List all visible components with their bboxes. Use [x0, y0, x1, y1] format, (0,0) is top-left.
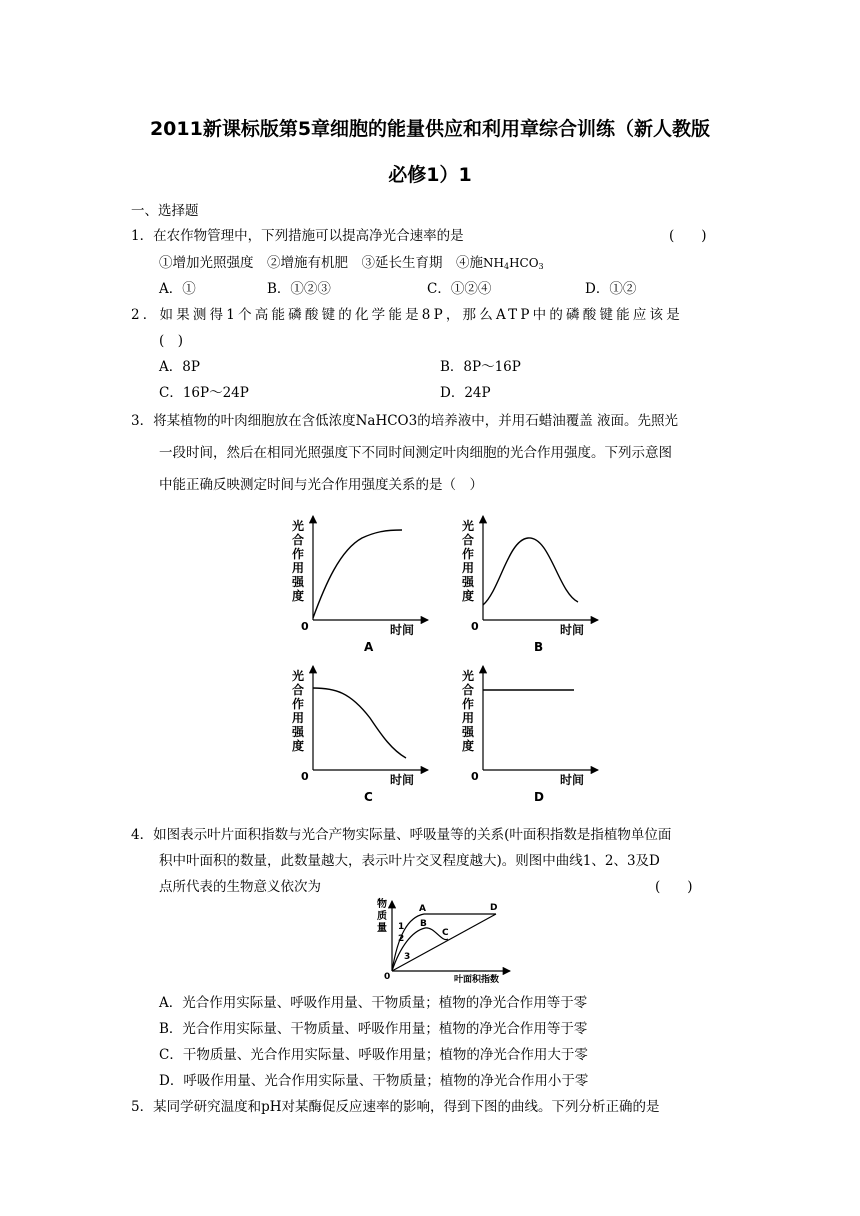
q3-graph-a-ylabel-char: 用	[292, 561, 305, 575]
q1-option-d: D．①②	[585, 281, 637, 297]
q3-line-2: 一段时间，然后在相同光照强度下不同时间测定叶肉细胞的光合作用强度。下列示意图	[159, 445, 672, 461]
q3-graph-a-curve	[313, 530, 402, 618]
q4-curve-label-2: 2	[398, 934, 405, 944]
q4-point-a: A	[419, 904, 426, 914]
q1-measures-text: ①增加光照强度 ②增施有机肥 ③延长生育期 ④施	[159, 255, 483, 271]
q3-graph-c-ylabel-char: 光	[292, 669, 305, 683]
q1-fertilizer-sub-3: 3	[538, 262, 544, 271]
q4-curve-label-3: 3	[404, 952, 411, 962]
q4-point-c: C	[442, 928, 449, 938]
q4-point-d: D	[490, 903, 498, 913]
q4-line-1: 4．如图表示叶片面积指数与光合产物实际量、呼吸量等的关系(叶面积指数是指植物单位面	[131, 827, 672, 843]
document-title-line-1: 2011新课标版第5章细胞的能量供应和利用章综合训练（新人教版	[149, 118, 711, 140]
section-heading: 一、选择题	[131, 203, 199, 219]
q2-stem: 2．如果测得1个高能磷酸键的化学能是8P，那么ATP中的磷酸键能应该是	[131, 307, 683, 323]
q3-line-1: 3．将某植物的叶肉细胞放在含低浓度NaHCO3的培养液中，并用石蜡油覆盖 液面。先照光	[131, 413, 678, 429]
q3-graph-c-xlabel: 时间	[390, 773, 415, 787]
q4-ylabel-2: 质	[377, 911, 387, 922]
q1-fertilizer-nh: NH	[483, 256, 504, 270]
q3-graph-b-origin: 0	[471, 620, 479, 633]
q1-answer-paren: ( )	[669, 228, 707, 244]
q3-graph-b-xlabel: 时间	[560, 623, 585, 637]
q3-graph-c-origin: 0	[301, 770, 309, 783]
q3-graph-d-ylabel-char: 合	[462, 683, 475, 697]
q4-point-b: B	[420, 919, 427, 929]
q2-stem-paren: ( )	[159, 333, 184, 349]
q3-graph-d	[461, 666, 598, 804]
q3-graph-c-ylabel-char: 用	[292, 711, 305, 725]
q1-measures	[159, 251, 544, 271]
q4-ylabel-1: 物	[377, 899, 387, 910]
q5-line-1: 5．某同学研究温度和pH对某酶促反应速率的影响，得到下图的曲线。下列分析正确的是	[131, 1099, 660, 1115]
q1-fertilizer-sub-4: 4	[503, 262, 510, 271]
q3-graph-b-ylabel-char: 作	[462, 547, 475, 561]
q3-graph-b-ylabel-char: 合	[462, 533, 475, 547]
q4-curve-3	[392, 914, 496, 971]
q4-option-c: C．干物质量、光合作用实际量、呼吸作用量；植物的净光合作用大于零	[159, 1047, 588, 1063]
q3-graph-d-origin: 0	[471, 770, 479, 783]
q4-line-2: 积中叶面积的数量，此数量越大，表示叶片交叉程度越大)。则图中曲线1、2、3及D	[159, 853, 660, 869]
q4-graph-figure	[370, 895, 520, 985]
q3-graph-a	[291, 516, 428, 654]
q2-option-a: A．8P	[159, 359, 200, 375]
q3-graph-d-ylabel-char: 度	[462, 739, 475, 753]
q3-graph-d-ylabel-char: 光	[462, 669, 475, 683]
q4-option-a: A．光合作用实际量、呼吸作用量、干物质量；植物的净光合作用等于零	[159, 995, 588, 1011]
q3-graph-a-ylabel-char: 作	[292, 547, 305, 561]
q4-line-3: 点所代表的生物意义依次为	[159, 879, 321, 895]
q2-option-d: D．24P	[440, 385, 491, 401]
q3-graph-c-curve	[313, 688, 406, 758]
q3-graph-c-ylabel-char: 强	[292, 725, 305, 739]
q3-graph-b-label: B	[534, 640, 544, 654]
q3-graph-a-ylabel-char: 强	[292, 575, 305, 589]
q3-graph-c-label: C	[364, 790, 373, 804]
q3-graph-d-ylabel-char: 强	[462, 725, 475, 739]
q4-option-d: D．呼吸作用量、光合作用实际量、干物质量；植物的净光合作用小于零	[159, 1073, 589, 1089]
q3-graph-b	[461, 516, 598, 654]
q3-graph-a-label: A	[364, 640, 374, 654]
q3-line-3: 中能正确反映测定时间与光合作用强度关系的是（ ）	[159, 477, 483, 493]
q3-graph-d-xlabel: 时间	[560, 773, 585, 787]
q3-graph-b-ylabel-char: 强	[462, 575, 475, 589]
q4-option-b: B．光合作用实际量、干物质量、呼吸作用量；植物的净光合作用等于零	[159, 1021, 588, 1037]
q1-fertilizer-hco: HCO	[509, 256, 539, 270]
q3-graph-d-label: D	[534, 790, 544, 804]
q3-graph-d-ylabel-char: 作	[462, 697, 475, 711]
q2-option-c: C．16P～24P	[159, 385, 249, 401]
q4-origin: 0	[384, 972, 391, 982]
q3-graph-a-xlabel: 时间	[390, 623, 415, 637]
document-title-line-2: 必修1）1	[388, 164, 472, 186]
q1-option-b: B．①②③	[267, 281, 331, 297]
q1-option-c: C．①②④	[427, 281, 492, 297]
q3-graph-b-ylabel-char: 度	[462, 589, 475, 603]
q3-graph-c-ylabel-char: 合	[292, 683, 305, 697]
q1-option-a: A．①	[159, 281, 196, 297]
q2-option-b: B．8P～16P	[440, 359, 521, 375]
q3-graphs-figure	[280, 510, 610, 810]
q3-graph-c-ylabel-char: 作	[292, 697, 305, 711]
q4-answer-paren: ( )	[655, 879, 693, 895]
q4-ylabel-3: 量	[377, 923, 387, 934]
q1-stem: 1．在农作物管理中，下列措施可以提高净光合速率的是	[131, 228, 464, 244]
q3-graph-a-origin: 0	[301, 620, 309, 633]
q4-xlabel: 叶面积指数	[454, 975, 500, 985]
q3-graph-a-ylabel-char: 度	[292, 589, 305, 603]
q1-fertilizer	[483, 256, 544, 270]
q3-graph-b-curve	[483, 538, 578, 605]
q3-graph-b-ylabel-char: 光	[462, 519, 475, 533]
q3-graph-b-ylabel-char: 用	[462, 561, 475, 575]
q3-graph-d-ylabel-char: 用	[462, 711, 475, 725]
q3-graph-a-ylabel-char: 合	[292, 533, 305, 547]
q3-graph-c-ylabel-char: 度	[292, 739, 305, 753]
q4-curve-label-1: 1	[398, 922, 405, 932]
q3-graph-a-ylabel-char: 光	[292, 519, 305, 533]
q3-graph-c	[291, 666, 428, 804]
